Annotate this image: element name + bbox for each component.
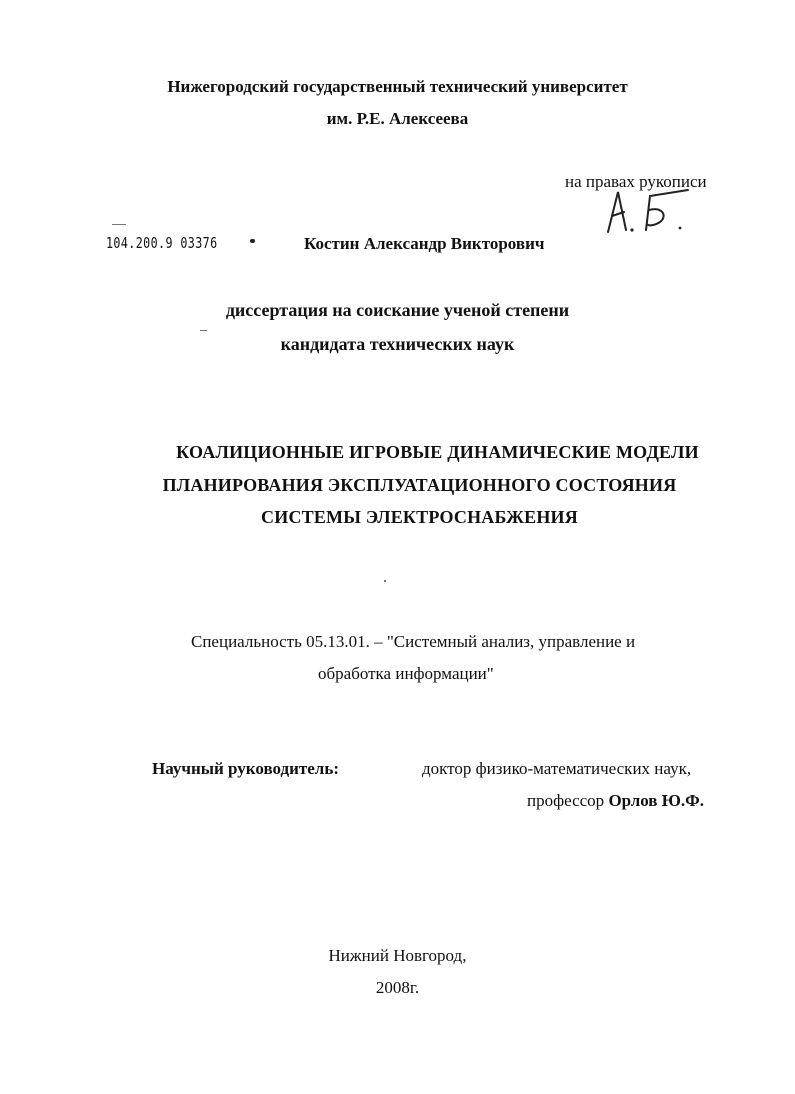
degree-line-2: кандидата технических наук bbox=[280, 334, 515, 354]
specialty-line-1: Специальность 05.13.01. – "Системный анализ, управление и bbox=[191, 632, 636, 651]
supervisor-degree: доктор физико-математических наук, bbox=[422, 759, 692, 778]
handwritten-signature bbox=[602, 186, 692, 238]
scan-speck bbox=[112, 224, 126, 225]
scan-speck bbox=[200, 330, 207, 331]
degree-line-1: диссертация на соискание ученой степени bbox=[225, 300, 570, 320]
year: 2008г. bbox=[375, 978, 420, 997]
scan-speck bbox=[384, 580, 386, 582]
registration-stamp: 104.200.9 03376 bbox=[106, 234, 218, 252]
university-name-honorific: им. Р.Е. Алексеева bbox=[326, 109, 469, 128]
dissertation-title-line-3: СИСТЕМЫ ЭЛЕКТРОСНАБЖЕНИЯ bbox=[261, 507, 578, 527]
author-name: Костин Александр Викторович bbox=[304, 234, 545, 253]
stamp-dot bbox=[250, 239, 255, 243]
university-name: Нижегородский государственный технический университет bbox=[167, 77, 628, 96]
city: Нижний Новгород, bbox=[328, 946, 467, 965]
supervisor-title bbox=[527, 791, 704, 811]
supervisor-label: Научный руководитель: bbox=[152, 759, 339, 778]
supervisor-position: профессор bbox=[527, 791, 605, 810]
dissertation-title-line-2: ПЛАНИРОВАНИЯ ЭКСПЛУАТАЦИОННОГО СОСТОЯНИЯ bbox=[162, 475, 677, 495]
supervisor-name: Орлов Ю.Ф. bbox=[608, 791, 704, 810]
dissertation-title-line-1: КОАЛИЦИОННЫЕ ИГРОВЫЕ ДИНАМИЧЕСКИЕ МОДЕЛИ bbox=[176, 442, 699, 462]
rights-note: на правах рукописи bbox=[565, 172, 707, 191]
specialty-line-2: обработка информации" bbox=[318, 664, 494, 683]
